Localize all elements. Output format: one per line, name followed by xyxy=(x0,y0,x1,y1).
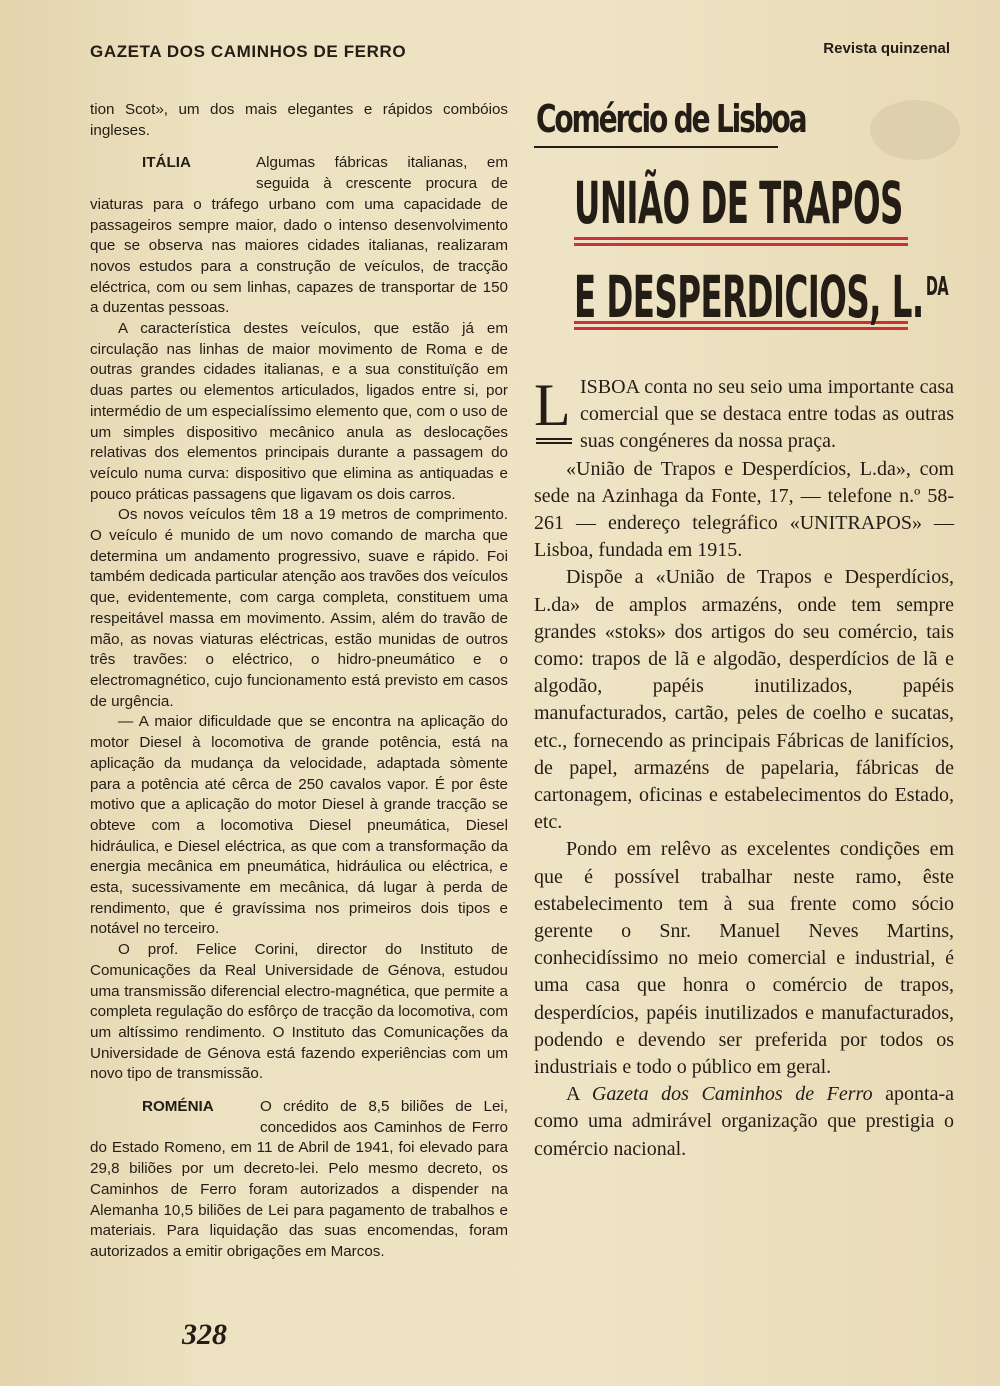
closing-paragraph: A Gazeta dos Caminhos de Ferro aponta-a como uma admirável organização que prestigia o comércio nacional. xyxy=(534,1083,954,1160)
paragraph: O crédito de 8,5 biliões de Lei, concedidos aos Caminhos de Ferro do Estado Romeno, em 11 de Abril de 1941, foi elevado para 29,8 biliões por um decreto-lei. Pelo mesmo decreto, os Caminhos de Ferro foram autorizados a dispender na Alemanha 10,5 biliões de Lei para pagamento de trabalhos e materiais. Para liquidação das suas encomendas, foram autorizados a emitir obrigações em Marcos. xyxy=(90,1098,508,1260)
right-column xyxy=(534,92,954,1163)
red-double-rule xyxy=(574,237,908,246)
paragraph: A característica destes veículos, que estão já em circulação nas linhas de maior movimento de Roma e de outras grandes cidades italianas, e a sua constituïção em duas partes ou elementos articulados, ligados entre si, por intermédio de um especialíssimo elemento que, com o uso de um simples dispositivo mecânico anula as deslocações relativas dos elementos principais durante a passagem do veículo numa curva: dispositivo que elimina as antiquadas e pouco práticas passagens que ligavam os dois carros. xyxy=(90,320,508,503)
article-title-line-1: UNIÃO DE TRAPOS xyxy=(574,169,903,237)
section-romenia xyxy=(90,1097,508,1263)
section-heading-romenia: ROMÉNIA xyxy=(142,1098,214,1116)
running-header xyxy=(88,38,950,68)
publication-subtitle: Revista quinzenal xyxy=(823,40,950,57)
paragraph: Pondo em relêvo as excelentes condições em que é possível trabalhar neste ramo, êste estabelecimento tem à sua frente como sócio gerente o Snr. Manuel Neves Martins, conhecidíssimo no meio comercial e industrial, é uma casa que honra o comércio de trapos, desperdícios, papéis inutilizados e manufacturados, podendo e devendo ser preferida por todos os industriais e todo o público em geral. xyxy=(534,838,954,1079)
kicker-rule xyxy=(534,146,778,148)
drop-cap: L xyxy=(534,380,580,438)
left-column xyxy=(90,100,508,1263)
paragraph: Algumas fábricas italianas, em seguida à crescente procura de viaturas para o tráfego urbano com uma capacidade de passageiros sempre maior, dado o intenso desenvolvimento que se observa nas maiores cidades italianas, realizaram novos estudos para a construção de veículos, de tracção eléctrica, com ou sem linhas, capazes de transportar de 150 a duzentas pessoas. xyxy=(90,154,508,317)
publication-title: GAZETA DOS CAMINHOS DE FERRO xyxy=(90,42,407,61)
paragraph: Os novos veículos têm 18 a 19 metros de comprimento. O veículo é munido de um novo comando de marcha que determina um andamento progressivo, suave e rápido. Foi também dedicada particular atenção aos travões dos veículos que, evidentemente, com carga completa, constituem uma respeitável massa em movimento. Assim, além do travão de mão, as novas viaturas eléctricas, estão munidas de outros três travões: o eléctrico, o hidro-pneumático e o electromagnético, cujo funcionamento está previsto em casos de urgência. xyxy=(90,506,508,710)
article-kicker: Comércio de Lisboa xyxy=(536,97,806,141)
paragraph: L ISBOA conta no seu seio uma importante casa comercial que se destaca entre todas as outras suas congéneres da nossa praça. xyxy=(534,372,954,453)
paragraph: «União de Trapos e Desperdícios, L.da», com sede na Azinhaga da Fonte, 17, — telefone n.º 58-261 — endereço telegráfico «UNITRAPOS» — Lisboa, fundada em 1915. xyxy=(534,457,954,562)
section-heading-italia: ITÁLIA xyxy=(142,154,191,172)
paragraph: O prof. Felice Corini, director do Instituto de Comunicações da Real Universidade de Génova, estudou uma transmissão diferencial electro-magnética, que permite a completa regulação do esfôrço de tracção da locomotiva, com um altíssimo rendimento. O Instituto das Comunicações da Universidade de Génova está fazendo experiências com um novo tipo de transmissão. xyxy=(90,941,508,1083)
title-superscript: DA xyxy=(925,272,949,302)
paragraph: — A maior dificuldade que se encontra na aplicação do motor Diesel à locomotiva de grande potência, está na aplicação da mudança da velocidade, adaptada sòmente para a potência até cêrca de 250 cavalos vapor. É por êste motivo que a aplicação do motor Diesel à grande tracção se obteve com a locomotiva Diesel pneumática, Diesel hidráulica, e Diesel eléctrica, as que com a transformação da energia mecânica em pneumática, hidráulica ou eléctrica, e esta, sucessivamente em mecânica, dá lugar à perda de rendimento, que é gravíssima nos primeiros dois tipos e notável no terceiro. xyxy=(90,713,508,938)
paragraph: Dispõe a «União de Trapos e Desperdícios, L.da» de amplos armazéns, onde tem sempre grandes «stoks» dos artigos do seu comércio, tais como: trapos de lã e algodão, desperdícios de lã e algodão, papéis inutilizados, papéis manufacturados, cartão, peles de coelho e sucatas, etc., fornecendo as principais Fábricas de lanifícios, de papel, armazéns de papelaria, fábricas de cartonagem, oficinas e estabelecimentos do Estado, etc. xyxy=(534,566,954,834)
article-title-line-2: E DESPERDICIOS, L.$^{DA}$ xyxy=(574,263,949,331)
page-number: 328 xyxy=(182,1318,227,1351)
intro-paragraph: tion Scot», um dos mais elegantes e rápidos combóios ingleses. xyxy=(90,101,508,139)
section-italia xyxy=(90,153,508,1085)
article-body xyxy=(534,374,954,1163)
